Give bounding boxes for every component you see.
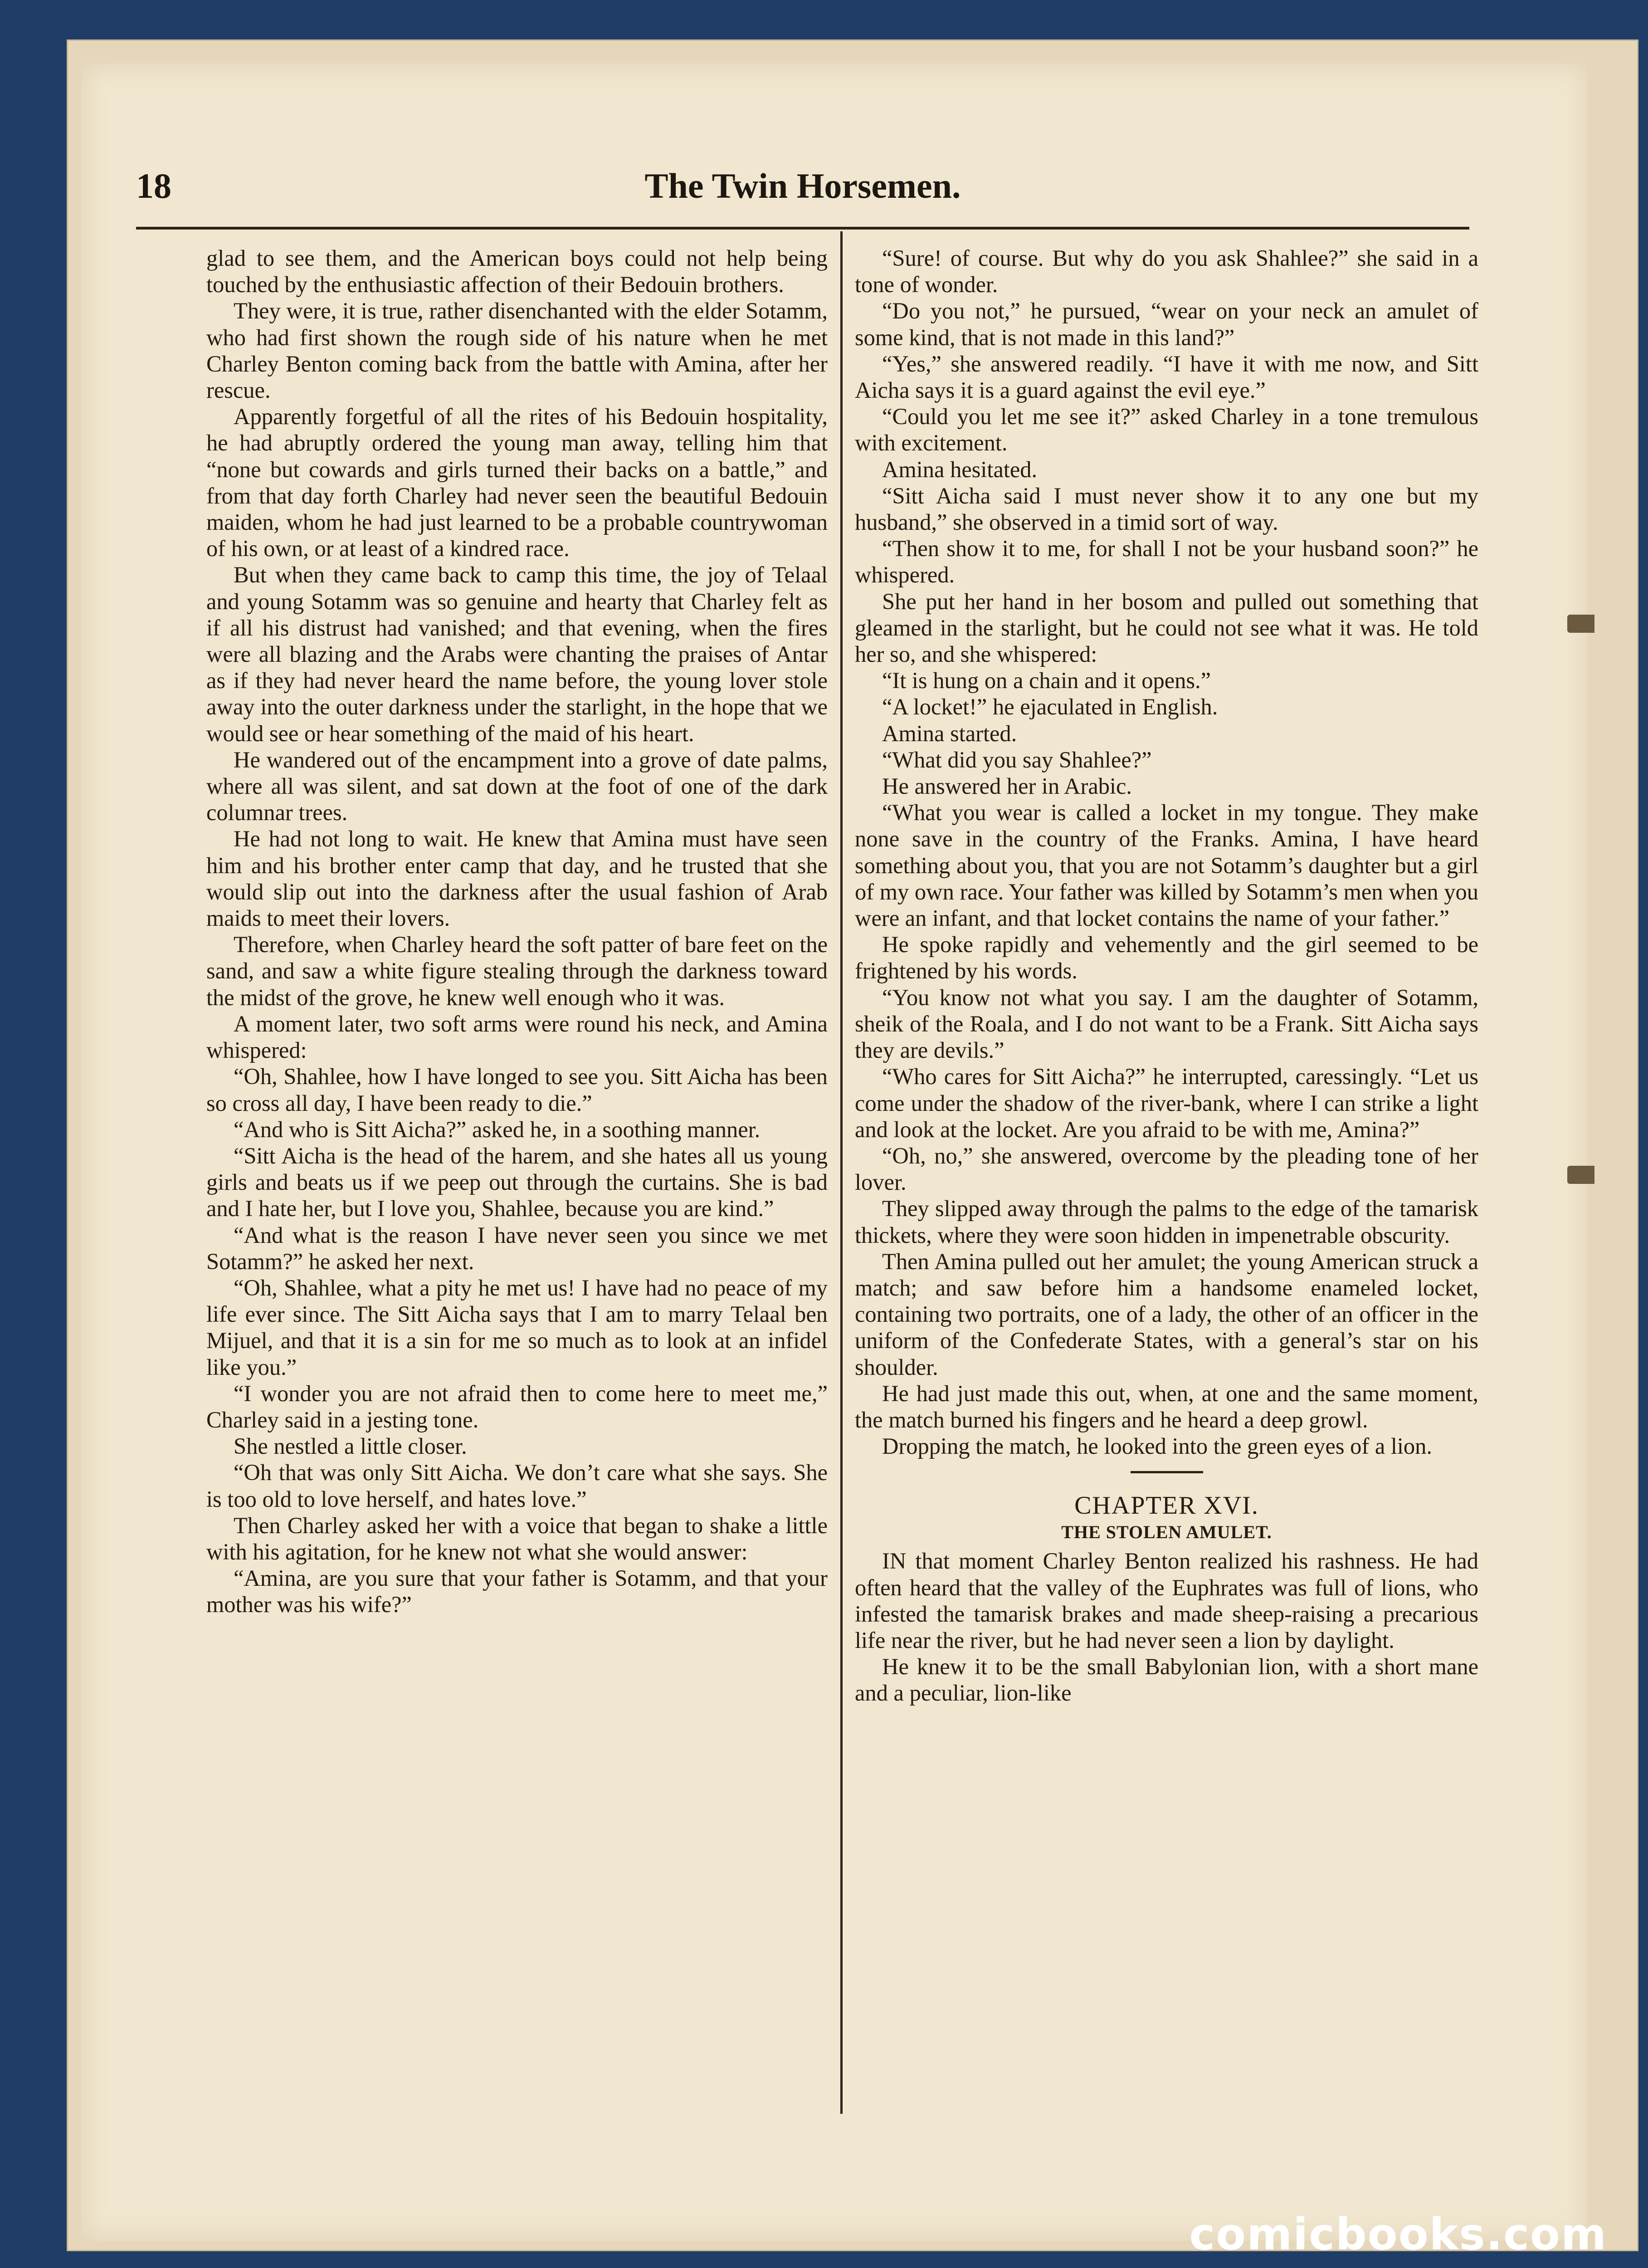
paragraph: “Sitt Aicha is the head of the harem, and she hates all us young girls and beats us if we peep out through the curtains. She is bad and I hate her, but I love you, Shahlee, because you are kind.” [206,1143,828,1222]
paragraph: Then Charley asked her with a voice that began to shake a little with his agitation, for he knew not what she would answer: [206,1512,828,1564]
paragraph: “What did you say Shahlee?” [882,747,1152,772]
paragraph: He answered her in Arabic. [882,773,1132,799]
paragraph: “Do you not,” he pursued, “wear on your neck an amulet of some kind, that is not made in this land?” [855,298,1478,350]
paragraph: “Could you let me see it?” asked Charley in a tone tremulous with excitement. [855,404,1478,456]
paragraph: They were, it is true, rather disenchanted with the elder Sotamm, who had first shown the rough side of his nature when he met Charley Benton coming back from the battle with Amina, after her rescue. [206,298,828,403]
paragraph: Amina started. [882,720,1017,746]
paragraph: He wandered out of the encampment into a grove of date palms, where all was silent, and sat down at the foot of one of the dark columnar trees. [206,747,828,826]
paragraph: Apparently forgetful of all the rites of his Bedouin hospitality, he had abruptly ordered the young man away, telling him that “none but cowards and girls turned their backs on a battle,” and from that day forth Charley had never seen the beautiful Bedouin maiden, whom he had just learned to be a probable countrywoman of his own, or at least of a kindred race. [206,404,828,562]
left-column [206,245,828,1618]
column-separator [840,231,843,2114]
chapter-heading: CHAPTER XVI. [1074,1491,1259,1520]
chapter-subtitle: THE STOLEN AMULET. [1061,1522,1272,1543]
paragraph: glad to see them, and the American boys could not help being touched by the enthusiastic affection of their Bedouin brothers. [206,245,828,298]
paragraph: “Yes,” she answered readily. “I have it with me now, and Sitt Aicha says it is a guard against the evil eye.” [855,351,1478,403]
running-title: The Twin Horsemen. [644,166,961,205]
right-column [855,245,1478,1706]
paragraph: “Amina, are you sure that your father is Sotamm, and that your mother was his wife?” [206,1565,828,1618]
paragraph: “You know not what you say. I am the daughter of Sotamm, sheik of the Roala, and I do not want to be a Frank. Sitt Aicha says they are devils.” [855,984,1478,1063]
paragraph: He knew it to be the small Babylonian lion, with a short mane and a peculiar, lion-like [855,1654,1478,1706]
paragraph: “And what is the reason I have never seen you since we met Sotamm?” he asked her next. [206,1222,828,1274]
paragraph: He had not long to wait. He knew that Amina must have seen him and his brother enter camp that day, and he trusted that she would slip out into the darkness after the usual fashion of Arab maids to meet their lovers. [206,826,828,931]
paragraph: “I wonder you are not afraid then to come here to meet me,” Charley said in a jesting tone. [206,1380,828,1432]
paragraph: She put her hand in her bosom and pulled out something that gleamed in the starlight, but he could not see what it was. He told her so, and she whispered: [855,588,1478,667]
page-number: 18 [136,166,171,205]
paragraph: Dropping the match, he looked into the green eyes of a lion. [882,1433,1433,1459]
paragraph: Amina hesitated. [882,456,1038,482]
paragraph: IN that moment Charley Benton realized his rashness. He had often heard that the valley of the Euphrates was full of lions, who infested the tamarisk brakes and made sheep-raising a precarious life near the river, but he had never seen a lion by daylight. [855,1548,1478,1653]
paragraph: But when they came back to camp this time, the joy of Telaal and young Sotamm was so genuine and hearty that Charley felt as if all his distrust had vanished; and that evening, when the fires were all blazing and the Arabs were chanting the praises of Antar as if they had never heard the name before, the young lover stole away into the outer darkness under the starlight, in the hope that we would see or hear something of the maid of his heart. [206,562,828,746]
paragraph: “Sitt Aicha said I must never show it to any one but my husband,” she observed in a timid sort of way. [855,483,1478,535]
paragraph: “Oh, Shahlee, what a pity he met us! I have had no peace of my life ever since. The Sitt Aicha says that I am to marry Telaal ben Mijuel, and that it is a sin for me so much as to look at an infidel like you.” [206,1275,828,1380]
page-header [136,166,1469,215]
paragraph: She nestled a little closer. [234,1433,467,1459]
watermark-text: comicbooks.com [1189,2209,1607,2260]
header-rule [136,227,1469,230]
paragraph: He spoke rapidly and vehemently and the girl seemed to be frightened by his words. [855,932,1478,984]
paragraph: “It is hung on a chain and it opens.” [882,668,1211,694]
chapter-divider [1131,1471,1203,1473]
paragraph: “Oh, no,” she answered, overcome by the pleading tone of her lover. [855,1143,1478,1195]
paragraph: They slipped away through the palms to the edge of the tamarisk thickets, where they were soon hidden in impenetrable obscurity. [855,1196,1478,1248]
paragraph: “Oh, Shahlee, how I have longed to see you. Sitt Aicha has been so cross all day, I have been ready to die.” [206,1064,828,1116]
paragraph: “What you wear is called a locket in my tongue. They make none save in the country of the Franks. Amina, I have heard something about you, that you are not Sotamm’s daughter but a girl of my own race. Your father was killed by Sotamm’s men when you were an infant, and that locket contains the name of your father.” [855,800,1478,931]
paragraph: He had just made this out, when, at one and the same moment, the match burned his fingers and he heard a deep growl. [855,1380,1478,1432]
paragraph: “Sure! of course. But why do you ask Shahlee?” she said in a tone of wonder. [855,245,1478,298]
paragraph: “And who is Sitt Aicha?” asked he, in a soothing manner. [234,1116,761,1142]
binding-staple [1567,615,1594,633]
binding-staple [1567,1166,1594,1184]
paragraph: A moment later, two soft arms were round his neck, and Amina whispered: [206,1011,828,1063]
paragraph: “A locket!” he ejaculated in English. [882,694,1218,720]
paragraph: “Who cares for Sitt Aicha?” he interrupted, caressingly. “Let us come under the shadow of the river-bank, where I can strike a light and look at the locket. Are you afraid to be with me, Amina?” [855,1064,1478,1142]
paragraph: “Oh that was only Sitt Aicha. We don’t care what she says. She is too old to love herself, and hates love.” [206,1460,828,1512]
paragraph: Therefore, when Charley heard the soft patter of bare feet on the sand, and saw a white figure stealing through the darkness toward the midst of the grove, he knew well enough who it was. [206,932,828,1010]
paragraph: Then Amina pulled out her amulet; the young American struck a match; and saw before him a handsome enameled locket, containing two portraits, one of a lady, the other of an officer in the uniform of the Confederate States, with a general’s star on his shoulder. [855,1248,1478,1380]
paragraph: “Then show it to me, for shall I not be your husband soon?” he whispered. [855,536,1478,588]
